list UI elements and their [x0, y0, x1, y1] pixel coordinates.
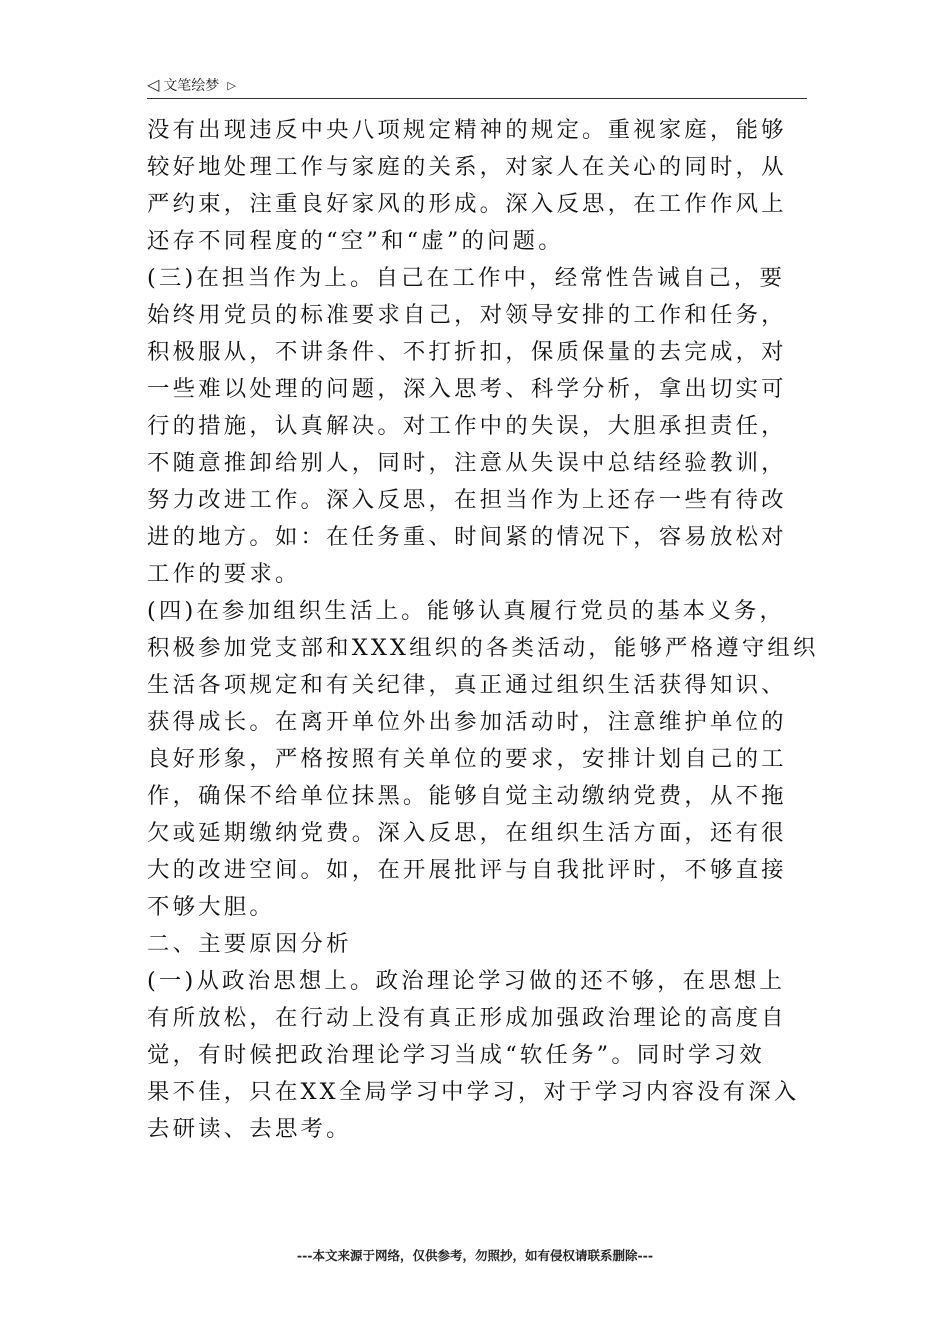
text-line: 工作的要求。: [147, 561, 301, 587]
document-body: [147, 112, 819, 1148]
text-line: 行的措施，认真解决。对工作中的失误，大胆承担责任，: [147, 413, 787, 439]
text-line: 生活各项规定和有关纪律，真正通过组织生活获得知识、: [147, 672, 787, 698]
document-header: [147, 74, 807, 96]
right-triangle-icon: ▷: [227, 78, 236, 92]
text-line: (一)从政治思想上。政治理论学习做的还不够，在思想上: [147, 968, 786, 994]
text-line: 积极参加党支部和XXX组织的各类活动，能够严格遵守组织: [147, 635, 819, 661]
left-triangle-icon: ◁: [147, 75, 160, 94]
text-line: 觉，有时候把政治理论学习当成“软任务”。同时学习效: [147, 1042, 765, 1068]
text-line: 大的改进空间。如，在开展批评与自我批评时，不够直接: [147, 857, 787, 883]
text-line: 努力改进工作。深入反思，在担当作为上还存一些有待改: [147, 487, 787, 513]
text-line: 积极服从，不讲条件、不打折扣，保质保量的去完成，对: [147, 339, 787, 365]
text-line: 欠或延期缴纳党费。深入反思，在组织生活方面，还有很: [147, 820, 787, 846]
text-line: 作，确保不给单位抹黑。能够自觉主动缴纳党费，从不拖: [147, 783, 787, 809]
text-line: (四)在参加组织生活上。能够认真履行党员的基本义务，: [147, 598, 786, 624]
section-heading: 二、主要原因分析: [147, 931, 352, 957]
text-line: 去研读、去思考。: [147, 1116, 352, 1142]
text-line: 还存不同程度的“空”和“虚”的问题。: [147, 228, 564, 254]
text-line: 始终用党员的标准要求自己，对领导安排的工作和任务，: [147, 302, 787, 328]
header-title: 文笔绘梦: [163, 78, 220, 94]
text-line: 一些难以处理的问题，深入思考、科学分析，拿出切实可: [147, 376, 787, 402]
header-divider: [147, 98, 807, 99]
text-line: 有所放松，在行动上没有真正形成加强政治理论的高度自: [147, 1005, 787, 1031]
text-line: 良好形象，严格按照有关单位的要求，安排计划自己的工: [147, 746, 787, 772]
text-line: 果不佳，只在XX全局学习中学习，对于学习内容没有深入: [147, 1079, 800, 1105]
text-line: 不够大胆。: [147, 894, 275, 920]
text-line: 严约束，注重良好家风的形成。深入反思，在工作作风上: [147, 191, 787, 217]
text-line: 不随意推卸给别人，同时，注意从失误中总结经验教训，: [147, 450, 787, 476]
text-line: 进的地方。如：在任务重、时间紧的情况下，容易放松对: [147, 524, 787, 550]
footer-disclaimer: ---本文来源于网络，仅供参考，勿照抄，如有侵权请联系删除---: [296, 1248, 654, 1263]
text-line: 较好地处理工作与家庭的关系，对家人在关心的同时，从: [147, 154, 787, 180]
text-line: 没有出现违反中央八项规定精神的规定。重视家庭，能够: [147, 117, 787, 143]
text-line: 获得成长。在离开单位外出参加活动时，注意维护单位的: [147, 709, 787, 735]
text-line: (三)在担当作为上。自己在工作中，经常性告诫自己，要: [147, 265, 786, 291]
